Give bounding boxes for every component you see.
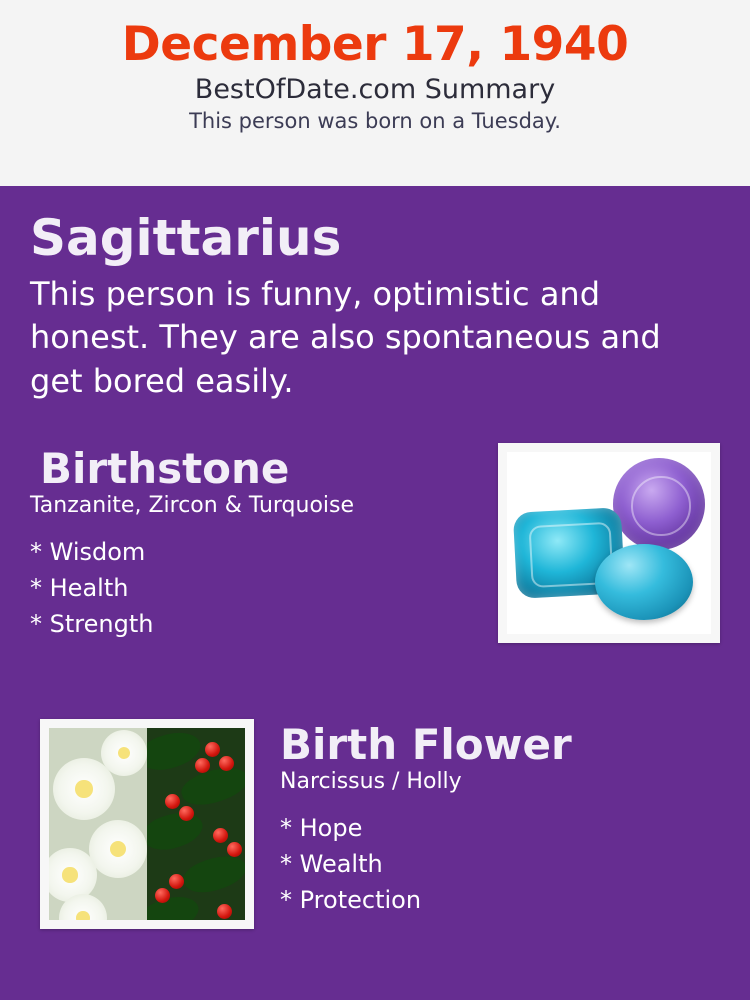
birthstone-names: Tanzanite, Zircon & Turquoise (30, 493, 355, 519)
list-item: * Protection (280, 885, 422, 914)
birth-flower-names: Narcissus / Holly (280, 769, 462, 795)
amethyst-gem-icon (613, 458, 705, 550)
birthstone-text (30, 444, 480, 641)
narcissus-photo-half (49, 728, 147, 920)
zodiac-sign-name: Sagittarius (30, 209, 342, 267)
list-item: * Health (30, 573, 129, 602)
list-item: * Wealth (280, 849, 383, 878)
birth-flower-photo-canvas (49, 728, 245, 920)
main-panel (0, 186, 750, 1000)
birthstone-section (30, 444, 720, 677)
zodiac-description: This person is funny, optimistic and honest. They are also spontaneous and get bored easily. (30, 274, 661, 400)
birth-flower-trait-list (280, 810, 720, 918)
birthstone-photo-canvas (507, 452, 711, 634)
born-day-label: This person was born on a Tuesday. (189, 109, 561, 134)
birth-flower-photo (40, 719, 254, 929)
list-item: * Strength (30, 609, 154, 638)
birthstone-trait-list (30, 534, 480, 642)
birth-flower-section (30, 713, 720, 943)
list-item: * Wisdom (30, 537, 146, 566)
holly-photo-half (147, 728, 245, 920)
list-item: * Hope (280, 813, 363, 842)
header (0, 0, 750, 148)
birth-flower-heading: Birth Flower (280, 720, 572, 770)
page-title: December 17, 1940 (121, 17, 629, 72)
turquoise-gem-icon (595, 544, 693, 620)
birthstone-heading: Birthstone (40, 444, 290, 494)
site-summary-label: BestOfDate.com Summary (194, 74, 556, 106)
birth-flower-text (280, 713, 720, 917)
birthstone-photo (498, 443, 720, 643)
